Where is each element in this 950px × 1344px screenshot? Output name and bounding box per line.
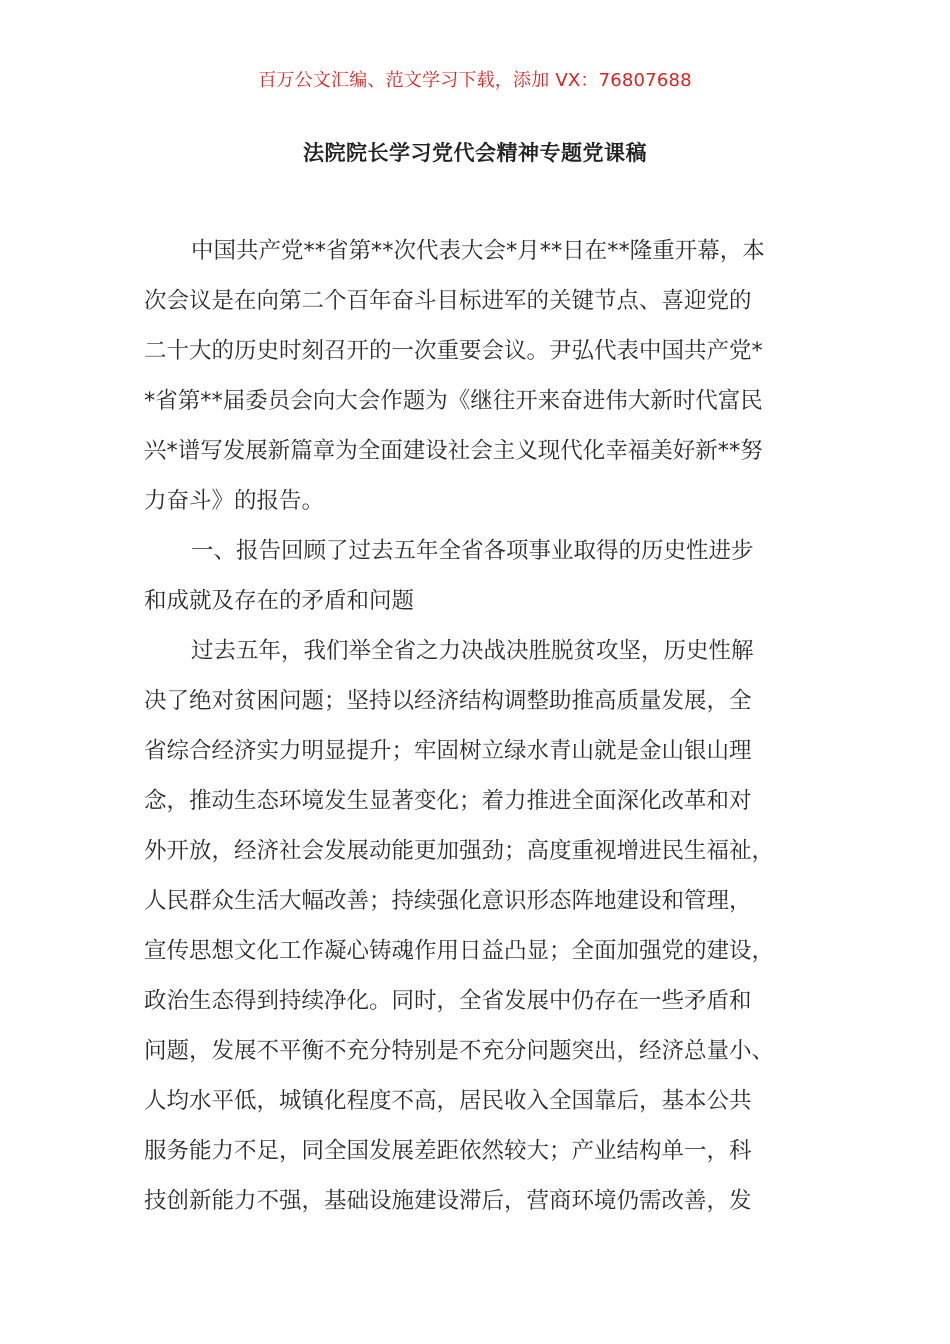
paragraph-line: 人均水平低，城镇化程度不高，居民收入全国靠后，基本公共	[144, 1088, 752, 1114]
paragraph-line: 宣传思想文化工作凝心铸魂作用日益凸显；全面加强党的建设，	[144, 938, 775, 964]
paragraph-line: 政治生态得到持续净化。同时，全省发展中仍存在一些矛盾和	[144, 988, 752, 1014]
paragraph-line: 念，推动生态环境发生显著变化；着力推进全面深化改革和对	[144, 788, 752, 814]
section-heading-line: 一、报告回顾了过去五年全省各项事业取得的历史性进步	[191, 538, 754, 564]
paragraph-line: *省第**届委员会向大会作题为《继往开来奋进伟大新时代富民	[144, 388, 763, 414]
paragraph-line: 中国共产党**省第**次代表大会*月**日在**隆重开幕，本	[191, 238, 765, 264]
paragraph-line: 兴*谱写发展新篇章为全面建设社会主义现代化幸福美好新**努	[144, 438, 763, 464]
paragraph-line: 外开放，经济社会发展动能更加强劲；高度重视增进民生福祉，	[144, 838, 775, 864]
paragraph-line: 次会议是在向第二个百年奋斗目标进军的关键节点、喜迎党的	[144, 288, 752, 314]
paragraph-line: 服务能力不足，同全国发展差距依然较大；产业结构单一，科	[144, 1138, 752, 1164]
watermark-header: 百万公文汇编、范文学习下载，添加 VX：76807688	[258, 70, 692, 91]
document-title: 法院院长学习党代会精神专题党课稿	[303, 141, 647, 165]
section-heading-line: 和成就及存在的矛盾和问题	[144, 588, 415, 614]
paragraph-line: 决了绝对贫困问题；坚持以经济结构调整助推高质量发展，全	[144, 688, 752, 714]
document-body	[144, 228, 824, 1228]
paragraph-line: 二十大的历史时刻召开的一次重要会议。尹弘代表中国共产党*	[144, 338, 763, 364]
paragraph-line: 人民群众生活大幅改善；持续强化意识形态阵地建设和管理，	[144, 888, 752, 914]
paragraph-line: 省综合经济实力明显提升；牢固树立绿水青山就是金山银山理	[144, 738, 752, 764]
paragraph-line: 力奋斗》的报告。	[144, 488, 325, 514]
paragraph-line: 过去五年，我们举全省之力决战决胜脱贫攻坚，历史性解	[191, 638, 754, 664]
paragraph-line: 问题，发展不平衡不充分特别是不充分问题突出，经济总量小、	[144, 1038, 775, 1064]
paragraph-line: 技创新能力不强，基础设施建设滞后，营商环境仍需改善，发	[144, 1188, 752, 1214]
